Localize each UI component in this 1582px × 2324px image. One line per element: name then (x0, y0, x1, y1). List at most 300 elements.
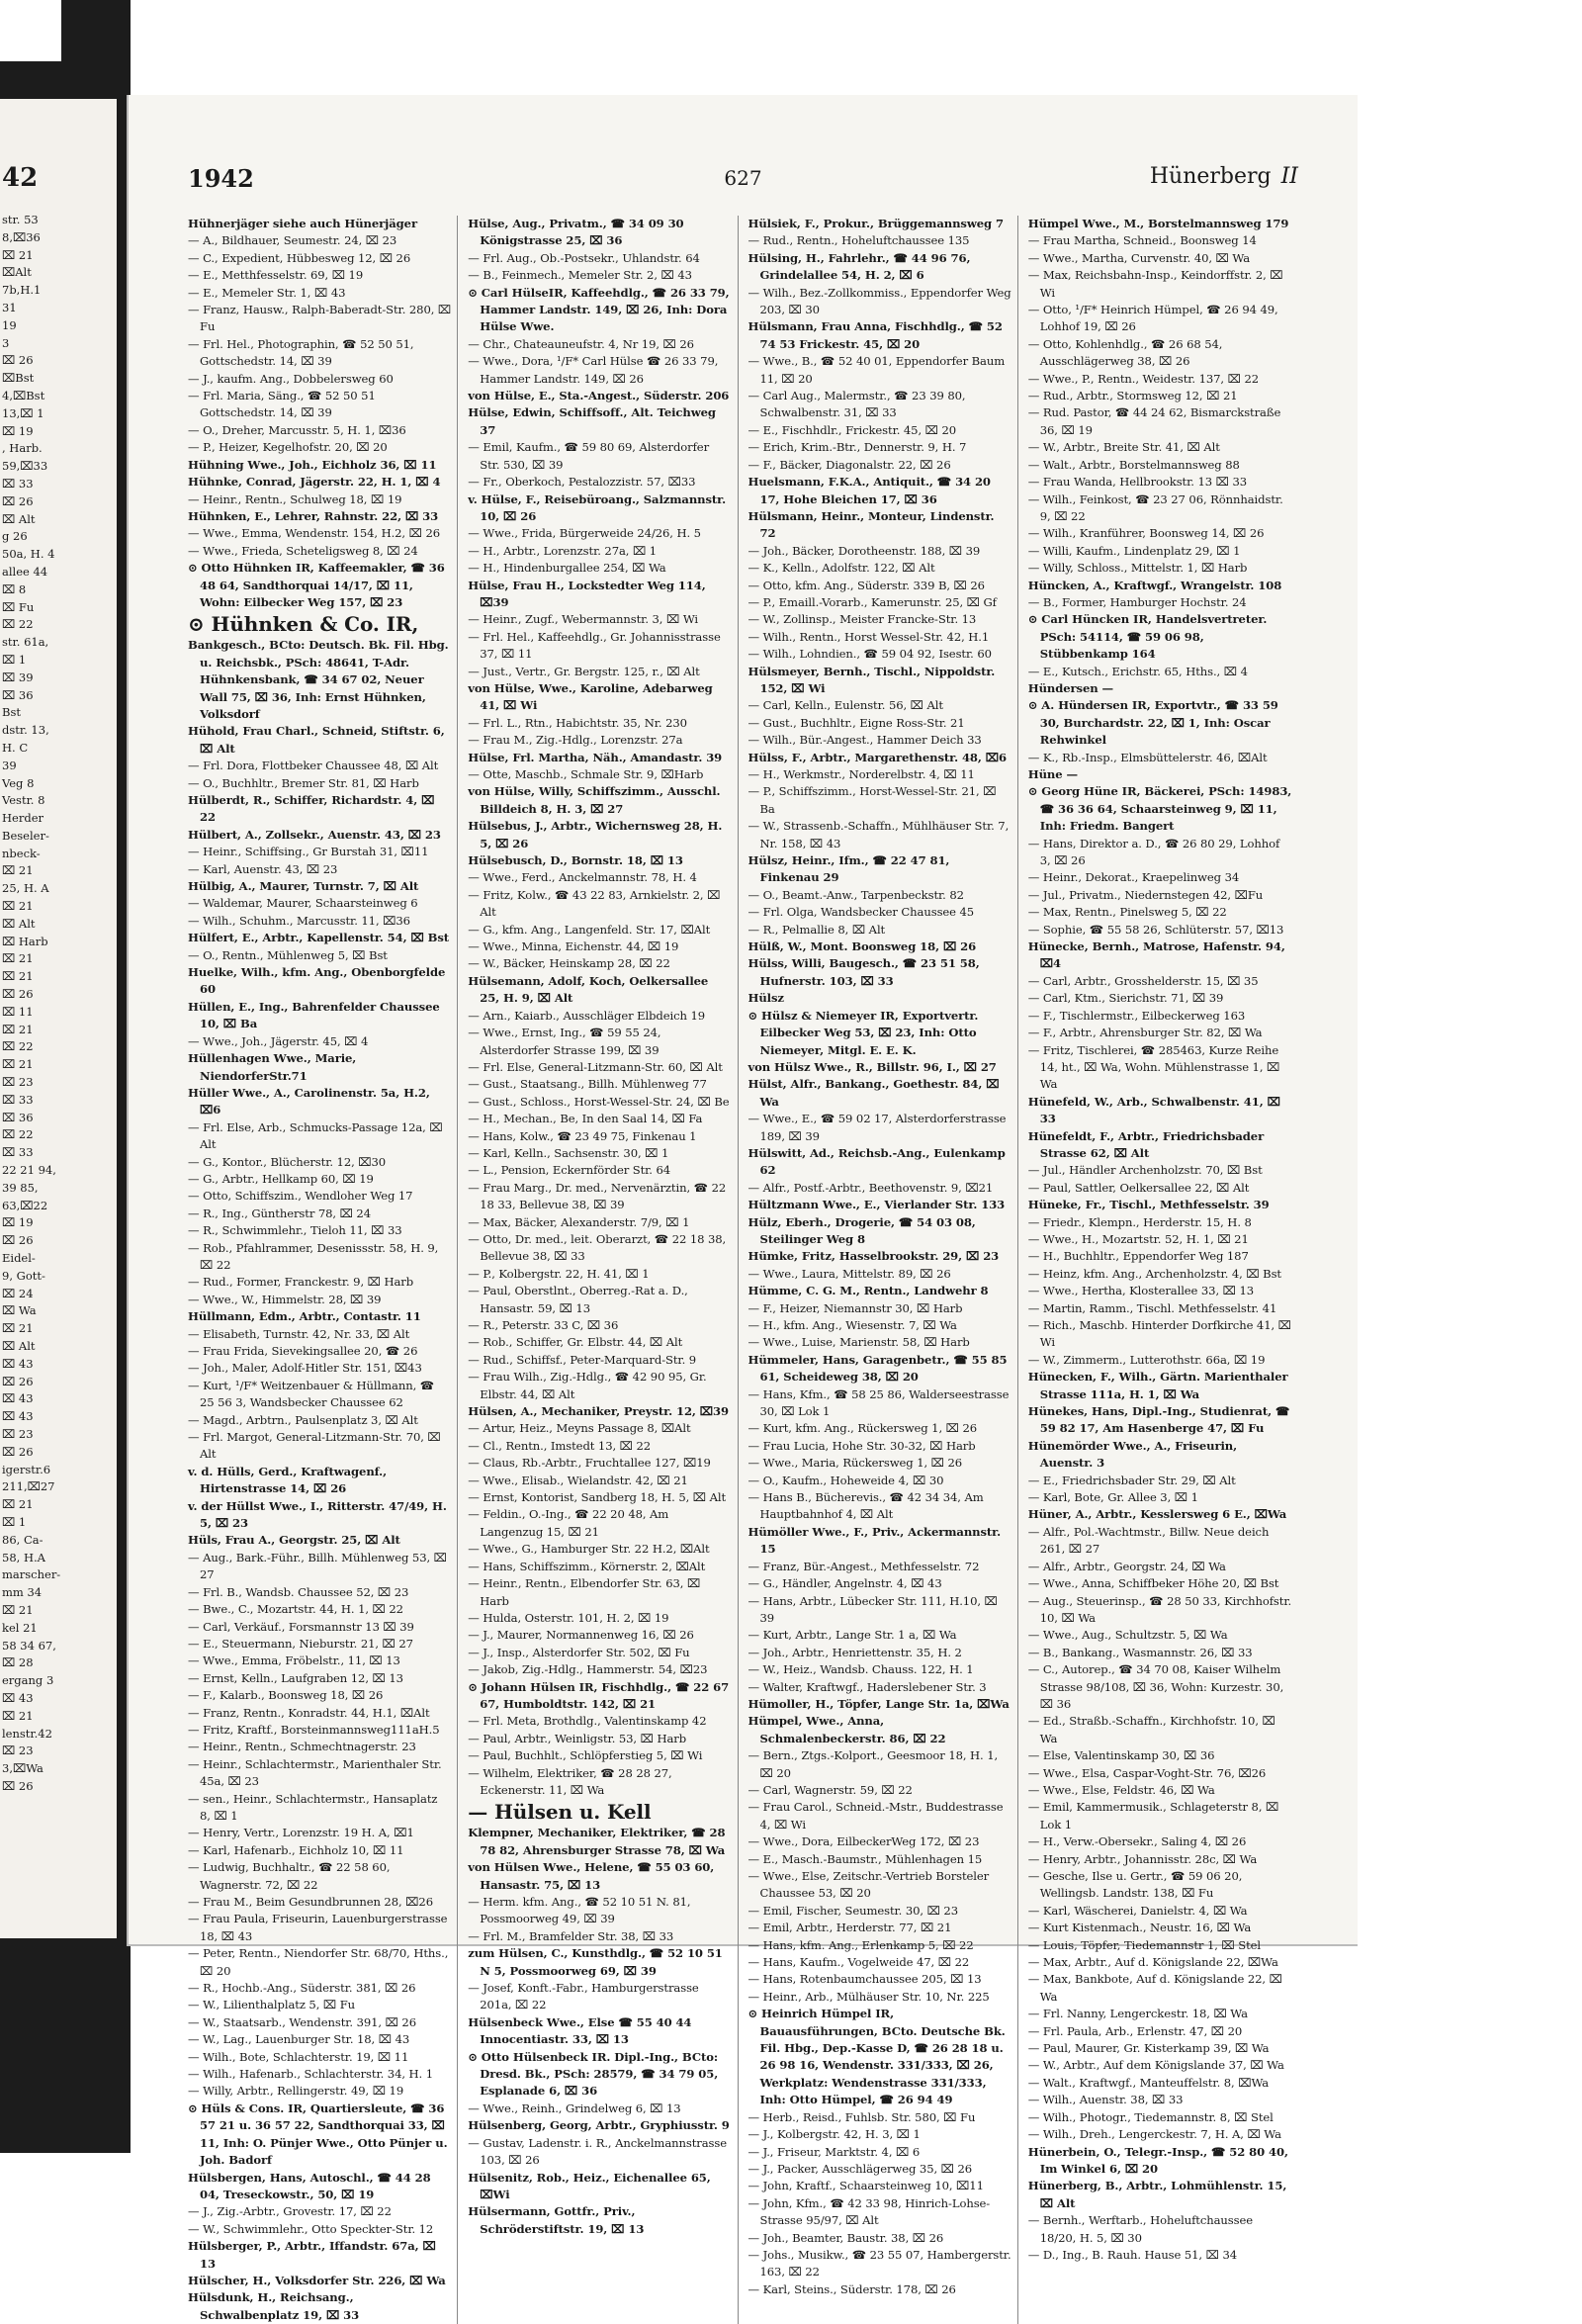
directory-entry: — Willi, Kaufm., Lindenplatz 29, ⌧ 1 (1027, 543, 1241, 558)
directory-entry: — Frau Wanda, Hellbrookstr. 13 ⌧ 33 (1027, 475, 1247, 490)
directory-entry: — W., Zollinsp., Meister Francke-Str. 13 (747, 612, 977, 627)
directory-entry: — Kurt, kfm. Ang., Rückersweg 1, ⌧ 26 (747, 1421, 978, 1436)
directory-entry: Hünemörder Wwe., A., Friseurin, Auenstr. 3 (1027, 1438, 1238, 1471)
directory-entry: Hülsen, A., Mechaniker, Preystr. 12, ⌧39 (468, 1404, 729, 1419)
directory-entry: — Feldin., O.-Ing., ☎ 22 20 48, Am Langenzug 15, ⌧ 21 (468, 1507, 669, 1539)
previous-page-line: marscher- (2, 1567, 61, 1582)
directory-entry: — Frl. Hel., Photographin, ☎ 52 50 51, Gottschedstr. 14, ⌧ 39 (188, 336, 414, 369)
directory-entry: Hülse, Aug., Privatm., ☎ 34 09 30 Königstrasse 25, ⌧ 36 (468, 217, 684, 248)
directory-entry: — Martin, Ramm., Tischl. Methfesselstr. 41 (1027, 1300, 1277, 1315)
directory-entry: — Alfr., Arbtr., Georgstr. 24, ⌧ Wa (1027, 1559, 1226, 1573)
directory-entry: — Johs., Musikw., ☎ 23 55 07, Hambergerstr. 163, ⌧ 22 (747, 2247, 1011, 2279)
directory-entry: — Hans, Kolw., ☎ 23 49 75, Finkenau 1 (468, 1128, 697, 1143)
previous-page-line: ⌧ 36 (2, 687, 34, 702)
previous-page-line: Bst (2, 705, 21, 720)
directory-entry: — Heinr., Rentn., Schmechtnagerstr. 23 (188, 1740, 416, 1754)
directory-entry: — W., Heiz., Wandsb. Chauss. 122, H. 1 (747, 1662, 974, 1677)
directory-entry: — Waldemar, Maurer, Schaarsteinweg 6 (188, 896, 418, 911)
directory-entry: — Frl. Else, Arb., Schmucks-Passage 12a, ⌧ Alt (188, 1119, 443, 1152)
directory-entry: — Fritz, Kolw., ☎ 43 22 83, Arnkielstr. 2, ⌧ Alt (468, 887, 721, 920)
directory-entry: Hülsenberg, Georg, Arbtr., Gryphiusstr. 9 (468, 2118, 730, 2133)
directory-entry: Hülswitt, Ad., Reichsb.-Ang., Eulenkamp 62 (747, 1145, 1006, 1178)
directory-entry: ⊙ Hühnken & Co. IR, (188, 612, 419, 637)
previous-page-line: mm 34 (2, 1585, 43, 1600)
directory-entry: — Wwe., Minna, Eichenstr. 44, ⌧ 19 (468, 939, 679, 954)
directory-entry: Huelsmann, F.K.A., Antiquit., ☎ 34 20 17, Hohe Bleichen 17, ⌧ 36 (747, 475, 991, 506)
directory-entry: — W., Zimmerm., Lutterothstr. 66a, ⌧ 19 (1027, 1352, 1266, 1367)
directory-entry: Hünekes, Hans, Dipl.-Ing., Studienrat, ☎ 59 82 17, Am Hasenberge 47, ⌧ Fu (1027, 1404, 1290, 1436)
directory-entry: — Carl, Verkäuf., Forsmannstr 13 ⌧ 39 (188, 1619, 414, 1634)
directory-entry: — H., Verw.-Obersekr., Saling 4, ⌧ 26 (1027, 1834, 1247, 1849)
directory-entry: Hünecken, F., Wilh., Gärtn. Marienthaler Strasse 111a, H. 1, ⌧ Wa (1027, 1370, 1288, 1401)
previous-page-line: 3,⌧Wa (2, 1761, 44, 1776)
directory-entry: — John, Kraftf., Schaarsteinweg 10, ⌧11 (747, 2179, 984, 2193)
previous-page-line: ⌧ 33 (2, 476, 34, 491)
directory-entry: — Wwe., Elsa, Caspar-Voght-Str. 76, ⌧26 (1027, 1765, 1267, 1780)
directory-entry: — Rob., Schiffer, Gr. Elbstr. 44, ⌧ Alt (468, 1335, 683, 1350)
directory-entry: — F., Tischlermstr., Eilbeckerweg 163 (1027, 1008, 1246, 1023)
directory-entry: Hülss, F., Arbtr., Margarethenstr. 48, ⌧6 (747, 750, 1007, 764)
directory-entry: Hüls, Frau A., Georgstr. 25, ⌧ Alt (188, 1533, 400, 1548)
directory-entry: — Hans B., Bücherevis., ☎ 42 34 34, Am Hauptbahnhof 4, ⌧ Alt (747, 1490, 984, 1522)
previous-page-line: Vestr. 8 (2, 793, 45, 808)
previous-page-line: 25, H. A (2, 881, 49, 896)
directory-entry: — Hans, Kaufm., Vogelweide 47, ⌧ 22 (747, 1955, 970, 1970)
directory-entry: — Frl. Else, General-Litzmann-Str. 60, ⌧ Alt (468, 1059, 723, 1074)
directory-entry: — Kurt, Arbtr., Lange Str. 1 a, ⌧ Wa (747, 1628, 957, 1643)
directory-entry: — Wwe., Ernst, Ing., ☎ 59 55 24, Alsterdorfer Strasse 199, ⌧ 39 (468, 1026, 661, 1057)
directory-entry: — Karl, Bote, Gr. Allee 3, ⌧ 1 (1027, 1490, 1198, 1505)
directory-entry: von Hülse, Willy, Schiffszimm., Ausschl. Billdeich 8, H. 3, ⌧ 27 (468, 784, 721, 816)
directory-entry: — Hans, Schiffszimm., Körnerstr. 2, ⌧Alt (468, 1559, 706, 1573)
directory-entry: — Walt., Arbtr., Borstelmannsweg 88 (1027, 457, 1240, 472)
directory-entry: — Wwe., Ferd., Anckelmannstr. 78, H. 4 (468, 870, 697, 885)
directory-entry: Klempner, Mechaniker, Elektriker, ☎ 28 78 82, Ahrensburger Strasse 78, ⌧ Wa (468, 1826, 726, 1857)
directory-entry: — Jul., Händler Archenholzstr. 70, ⌧ Bst (1027, 1163, 1263, 1178)
directory-entry: — C., Expedient, Hübbesweg 12, ⌧ 26 (188, 250, 411, 265)
directory-entry: — Carl, Arbtr., Grosshelderstr. 15, ⌧ 35 (1027, 973, 1259, 988)
previous-page-line: 59,⌧33 (2, 459, 48, 474)
directory-entry: — Alfr., Postf.-Arbtr., Beethovenstr. 9, ⌧21 (747, 1180, 994, 1195)
previous-page-line: ⌧ 19 (2, 423, 34, 438)
directory-entry: — Frau Wilh., Zig.-Hdlg., ☎ 42 90 95, Gr. Elbstr. 44, ⌧ Alt (468, 1370, 707, 1401)
directory-entry: — Paul, Oberstlnt., Oberreg.-Rat a. D., Hansastr. 59, ⌧ 13 (468, 1284, 688, 1315)
directory-entry: — Frl. Dora, Flottbeker Chaussee 48, ⌧ Alt (188, 759, 439, 773)
directory-entry: Hülss, Willi, Baugesch., ☎ 23 51 58, Hufnerstr. 103, ⌧ 33 (747, 956, 980, 988)
directory-entry: — Gust., Staatsang., Billh. Mühlenweg 77 (468, 1077, 707, 1092)
directory-entry: — J., Friseur, Marktstr. 4, ⌧ 6 (747, 2144, 921, 2159)
directory-entry: Hülfert, E., Arbtr., Kapellenstr. 54, ⌧ Bst (188, 931, 450, 945)
directory-column-2 (468, 216, 738, 2324)
directory-entry: — Paul, Arbtr., Weinligstr. 53, ⌧ Harb (468, 1731, 687, 1745)
directory-entry: — Claus, Rb.-Arbtr., Fruchtallee 127, ⌧19 (468, 1456, 711, 1471)
previous-page-line: ⌧ 21 (2, 1602, 34, 1617)
directory-entry: Hülsiek, F., Prokur., Brüggemannsweg 7 (747, 217, 1004, 230)
directory-entry: Hümpel, Wwe., Anna, Schmalenbeckerstr. 86, ⌧ 22 (747, 1714, 946, 1745)
directory-entry: — Magd., Arbtrn., Paulsenplatz 3, ⌧ Alt (188, 1412, 418, 1427)
directory-entry: — Just., Vertr., Gr. Bergstr. 125, r., ⌧ Alt (468, 664, 700, 678)
directory-entry: — P., Emaill.-Vorarb., Kamerunstr. 25, ⌧ Gf (747, 594, 997, 609)
directory-entry: — Wwe., Else, Zeitschr.-Vertrieb Borsteler Chaussee 53, ⌧ 20 (747, 1869, 990, 1901)
directory-entry: — Wilh., Photogr., Tiedemannstr. 8, ⌧ Stel (1027, 2109, 1274, 2124)
previous-page-line: ⌧ 43 (2, 1356, 34, 1371)
directory-entry: — Wilh., Bote, Schlachterstr. 19, ⌧ 11 (188, 2049, 409, 2064)
directory-entry: ⊙ Otto Hülsenbeck IR. Dipl.-Ing., BCto: Dresd. Bk., PSch: 28579, ☎ 34 79 05, Esplanade 6, ⌧ 36 (468, 2049, 719, 2099)
directory-entry: — B., Bankang., Wasmannstr. 26, ⌧ 33 (1027, 1645, 1253, 1659)
directory-entry: — Hans, Kfm., ☎ 58 25 86, Walderseestrasse 30, ⌧ Lok 1 (747, 1386, 1010, 1419)
directory-entry: — Hans, Rotenbaumchaussee 205, ⌧ 13 (747, 1972, 982, 1987)
previous-page-line: Veg 8 (2, 775, 35, 790)
directory-entry: Hülsmann, Heinr., Monteur, Lindenstr. 72 (747, 508, 995, 541)
directory-entry: — Heinz, kfm. Ang., Archenholzstr. 4, ⌧ Bst (1027, 1266, 1281, 1281)
directory-entry: ⊙ A. Hündersen IR, Exportvtr., ☎ 33 59 30, Burchardstr. 22, ⌧ 1, Inh: Oscar Rehwinkel (1027, 698, 1278, 748)
previous-page-line: Herder (2, 811, 44, 826)
previous-page-line: 58, H.A (2, 1550, 45, 1564)
directory-entry: Hülsberger, P., Arbtr., Iffandstr. 67a, ⌧ 13 (188, 2239, 436, 2271)
directory-entry: — Frl. Paula, Arb., Erlenstr. 47, ⌧ 20 (1027, 2023, 1243, 2038)
directory-entry: — P., Schiffszimm., Horst-Wessel-Str. 21, ⌧ Ba (747, 784, 997, 816)
directory-entry: — R., Schwimmlehr., Tieloh 11, ⌧ 33 (188, 1223, 402, 1238)
directory-entry: — Otte, Maschb., Schmale Str. 9, ⌧Harb (468, 767, 704, 781)
directory-entry: Hülse, Edwin, Schiffsoff., Alt. Teichweg 37 (468, 405, 716, 437)
directory-entry: — Heinr., Dekorat., Kraepelinweg 34 (1027, 870, 1240, 885)
directory-entry: — K., Kelln., Adolfstr. 122, ⌧ Alt (747, 561, 935, 576)
directory-entry: — Aug., Steuerinsp., ☎ 28 50 33, Kirchhofstr. 10, ⌧ Wa (1027, 1593, 1292, 1625)
directory-entry: Hülsenbeck Wwe., Else ☎ 55 40 44 Innocentiastr. 33, ⌧ 13 (468, 2014, 692, 2047)
previous-page-line: ⌧ 43 (2, 1409, 34, 1424)
directory-entry: — Emil, Kammermusik., Schlageterstr 8, ⌧ Lok 1 (1027, 1800, 1279, 1832)
directory-entry: ⊙ Hülsz & Niemeyer IR, Exportvertr. Eilbecker Weg 53, ⌧ 23, Inh: Otto Niemeyer, Mitgl. E. E. K. (747, 1008, 979, 1057)
directory-entry: — Willy, Arbtr., Rellingerstr. 49, ⌧ 19 (188, 2084, 404, 2099)
directory-entry: — P., Heizer, Kegelhofstr. 20, ⌧ 20 (188, 440, 388, 455)
directory-entry: — Rud. Pastor, ☎ 44 24 62, Bismarckstraße 36, ⌧ 19 (1027, 405, 1281, 437)
directory-entry: — Hans, Direktor a. D., ☎ 26 80 29, Lohhof 3, ⌧ 26 (1027, 836, 1280, 868)
directory-entry: Hülsmann, Frau Anna, Fischhdlg., ☎ 52 74 53 Frickestr. 45, ⌧ 20 (747, 319, 1003, 351)
directory-entry: — A., Bildhauer, Seumestr. 24, ⌧ 23 (188, 233, 397, 248)
previous-page-line: H. C (2, 740, 29, 755)
directory-entry: — C., Autorep., ☎ 34 70 08, Kaiser Wilhelm Strasse 98/108, ⌧ 36, Wohn: Kurzestr. 30, ⌧ 36 (1027, 1662, 1284, 1711)
directory-entry: Hülz, Eberh., Drogerie, ☎ 54 03 08, Steilinger Weg 8 (747, 1214, 976, 1246)
page-year: 1942 (188, 164, 254, 193)
directory-entry: — J., Maurer, Normannenweg 16, ⌧ 26 (468, 1628, 694, 1643)
previous-page-line: ⌧ Alt (2, 1339, 36, 1353)
directory-entry: — Carl, Wagnerstr. 59, ⌧ 22 (747, 1782, 913, 1797)
previous-page-line: ⌧ 23 (2, 1075, 34, 1090)
directory-entry: ⊙ Georg Hüne IR, Bäckerei, PSch: 14983, ☎ 36 36 64, Schaarsteinweg 9, ⌧ 11, Inh: Friedm. Bangert (1027, 784, 1292, 834)
previous-page-line: 39 85, (2, 1180, 39, 1195)
directory-entry: — W., Arbtr., Auf dem Königslande 37, ⌧ Wa (1027, 2058, 1284, 2073)
directory-entry: — J., Kolbergstr. 42, H. 3, ⌧ 1 (747, 2127, 921, 2142)
running-head (1150, 164, 1298, 189)
directory-entry: — E., Kutsch., Erichstr. 65, Hths., ⌧ 4 (1027, 664, 1248, 678)
directory-entry: ⊙ Otto Hühnken IR, Kaffeemakler, ☎ 36 48 64, Sandthorquai 14/17, ⌧ 11, Wohn: Eilbecker Weg 157, ⌧ 23 (188, 561, 445, 609)
directory-entry: — Carl Aug., Malermstr., ☎ 23 39 80, Schwalbenstr. 31, ⌧ 33 (747, 389, 966, 420)
directory-entry: — O., Dreher, Marcusstr. 5, H. 1, ⌧36 (188, 422, 406, 437)
previous-page-line: 19 (2, 317, 17, 332)
directory-entry: — Hülsen u. Kell (468, 1800, 652, 1825)
directory-entry: — Wwe., E., ☎ 59 02 17, Alsterdorferstrasse 189, ⌧ 39 (747, 1112, 1007, 1143)
directory-entry: — H., kfm. Ang., Wiesenstr. 7, ⌧ Wa (747, 1318, 957, 1332)
directory-entry: — R., Pelmallie 8, ⌧ Alt (747, 922, 886, 937)
directory-entry: — Wilhelm, Elektriker, ☎ 28 28 27, Eckenerstr. 11, ⌧ Wa (468, 1765, 672, 1797)
previous-page-line: ⌧ Fu (2, 599, 35, 614)
directory-entry: — Louis, Töpfer, Tiedemannstr 1, ⌧ Stel (1027, 1937, 1262, 1952)
directory-entry: — Bern., Ztgs.-Kolport., Geesmoor 18, H. 1, ⌧ 20 (747, 1748, 999, 1780)
directory-entry: Hülberdt, R., Schiffer, Richardstr. 4, ⌧ 22 (188, 793, 435, 825)
directory-entry: — Bwe., C., Mozartstr. 44, H. 1, ⌧ 22 (188, 1602, 403, 1617)
directory-entry: Hühnke, Conrad, Jägerstr. 22, H. 1, ⌧ 4 (188, 475, 441, 490)
directory-entry: — Frl. Hel., Kaffeehdlg., Gr. Johannisstrasse 37, ⌧ 11 (468, 629, 721, 662)
directory-entry: — sen., Heinr., Schlachtermstr., Hansaplatz 8, ⌧ 1 (188, 1791, 438, 1823)
directory-entry: — J., Insp., Alsterdorfer Str. 502, ⌧ Fu (468, 1645, 690, 1659)
previous-page-line: ⌧ 21 (2, 1022, 34, 1036)
directory-entry: — W., Arbtr., Breite Str. 41, ⌧ Alt (1027, 440, 1220, 455)
directory-entry: — Wwe., Anna, Schiffbeker Höhe 20, ⌧ Bst (1027, 1576, 1279, 1591)
previous-page-line: ⌧ 23 (2, 1743, 34, 1758)
previous-page-line: ⌧ 26 (2, 1374, 34, 1388)
directory-entry: — Wwe., Luise, Marienstr. 58, ⌧ Harb (747, 1335, 970, 1350)
directory-entry: Hünecke, Bernh., Matrose, Hafenstr. 94, ⌧4 (1027, 939, 1285, 971)
directory-entry: — Karl, Auenstr. 43, ⌧ 23 (188, 861, 338, 876)
directory-entry: Hülsz, Heinr., Ifm., ☎ 22 47 81, Finkenau 29 (747, 853, 950, 885)
directory-entry: — F., Kalarb., Boonsweg 18, ⌧ 26 (188, 1688, 384, 1703)
directory-entry: — Herm. kfm. Ang., ☎ 52 10 51 N. 81, Possmoorweg 49, ⌧ 39 (468, 1895, 691, 1926)
directory-entry: Hümke, Fritz, Hasselbrookstr. 29, ⌧ 23 (747, 1249, 1000, 1264)
directory-entry: — H., Arbtr., Lorenzstr. 27a, ⌧ 1 (468, 543, 658, 558)
directory-entry: — O., Beamt.-Anw., Tarpenbeckstr. 82 (747, 887, 964, 902)
directory-column-1 (188, 216, 458, 2324)
directory-entry: Hühnerjäger siehe auch Hünerjäger (188, 217, 417, 230)
directory-entry: — Frau Frida, Sievekingsallee 20, ☎ 26 (188, 1344, 418, 1358)
directory-entry: Hülsemann, Adolf, Koch, Oelkersallee 25, H. 9, ⌧ Alt (468, 973, 709, 1006)
directory-entry: — Heinr., Rentn., Schulweg 18, ⌧ 19 (188, 492, 402, 506)
directory-entry: — Wilh., Feinkost, ☎ 23 27 06, Rönnhaidstr. 9, ⌧ 22 (1027, 492, 1283, 523)
directory-entry: — L., Pension, Eckernförder Str. 64 (468, 1163, 671, 1178)
previous-page-line: ⌧ 22 (2, 617, 34, 632)
directory-entry: — John, Kfm., ☎ 42 33 98, Hinrich-Lohse-Strasse 95/97, ⌧ Alt (747, 2195, 991, 2228)
directory-entry: — Karl, Hafenarb., Eichholz 10, ⌧ 11 (188, 1842, 404, 1857)
directory-entry: — E., Memeler Str. 1, ⌧ 43 (188, 285, 346, 300)
directory-entry: — Wwe., B., ☎ 52 40 01, Eppendorfer Baum 11, ⌧ 20 (747, 354, 1006, 386)
directory-entry: — W., Lilienthalplatz 5, ⌧ Fu (188, 1998, 356, 2012)
directory-entry: — H., Buchhltr., Eppendorfer Weg 187 (1027, 1249, 1249, 1264)
directory-entry: — Heinr., Zugf., Webermannstr. 3, ⌧ Wi (468, 612, 699, 627)
directory-entry: — Frl. Nanny, Lengerckestr. 18, ⌧ Wa (1027, 2007, 1248, 2021)
previous-page-line: 7b,H.1 (2, 283, 42, 298)
directory-entry: Hülscher, H., Volksdorfer Str. 226, ⌧ Wa (188, 2273, 446, 2287)
directory-entry: — Wilh., Bez.-Zollkommiss., Eppendorfer Weg 203, ⌧ 30 (747, 285, 1011, 317)
directory-entry: Hülsz (747, 991, 784, 1006)
directory-entry: — Frl. M., Bramfelder Str. 38, ⌧ 33 (468, 1928, 674, 1943)
directory-entry: — Wwe., Elisab., Wielandstr. 42, ⌧ 21 (468, 1473, 688, 1487)
directory-entry: Hümöller Wwe., F., Priv., Ackermannstr. 15 (747, 1524, 1002, 1557)
directory-entry: — W., Bäcker, Heinskamp 28, ⌧ 22 (468, 956, 670, 971)
directory-entry: Hüller Wwe., A., Carolinenstr. 5a, H.2, ⌧6 (188, 1085, 430, 1117)
directory-entry: — J., kaufm. Ang., Dobbelersweg 60 (188, 371, 394, 386)
previous-page-line: dstr. 13, (2, 723, 49, 738)
directory-entry: — W., Lag., Lauenburger Str. 18, ⌧ 43 (188, 2032, 410, 2047)
directory-entry: — Wilh., Lohndien., ☎ 59 04 92, Isestr. 60 (747, 647, 992, 662)
previous-page-line: 4,⌧Bst (2, 388, 45, 402)
directory-entry: — Cl., Rentn., Imstedt 13, ⌧ 22 (468, 1438, 652, 1453)
directory-entry: — Herb., Reisd., Fuhlsb. Str. 580, ⌧ Fu (747, 2109, 976, 2124)
previous-page-line: ⌧ 26 (2, 1444, 34, 1459)
page-header (188, 164, 1298, 204)
directory-entry: — Rud., Former, Franckestr. 9, ⌧ Harb (188, 1275, 414, 1290)
directory-entry: — Max, Rentn., Pinelsweg 5, ⌧ 22 (1027, 905, 1227, 920)
directory-entry: — Wwe., Martha, Curvenstr. 40, ⌧ Wa (1027, 250, 1251, 265)
previous-page-line: 8,⌧36 (2, 229, 41, 244)
directory-entry: — Paul, Sattler, Oelkersallee 22, ⌧ Alt (1027, 1180, 1250, 1195)
directory-entry: — Joh., Bäcker, Dorotheenstr. 188, ⌧ 39 (747, 543, 981, 558)
directory-entry: — G., Händler, Angelnstr. 4, ⌧ 43 (747, 1576, 942, 1591)
directory-entry: — H., Werkmstr., Norderelbstr. 4, ⌧ 11 (747, 767, 975, 781)
previous-page-line: ⌧ 26 (2, 987, 34, 1002)
directory-entry: v. der Hüllst Wwe., I., Ritterstr. 47/49, H. 5, ⌧ 23 (188, 1498, 447, 1531)
directory-entry: — Fritz, Tischlerei, ☎ 285463, Kurze Reihe 14, ht., ⌧ Wa, Wohn. Mühlenstrasse 1, ⌧ Wa (1027, 1042, 1280, 1092)
directory-entry: — P., Kolbergstr. 22, H. 41, ⌧ 1 (468, 1266, 650, 1281)
directory-entry: — Josef, Konft.-Fabr., Hamburgerstrasse 201a, ⌧ 22 (468, 1981, 699, 2012)
directory-entry: — R., Ing., Güntherstr 78, ⌧ 24 (188, 1206, 371, 1220)
directory-entry: — Wwe., Dora, EilbeckerWeg 172, ⌧ 23 (747, 1834, 980, 1849)
directory-entry: — Frl. Maria, Säng., ☎ 52 50 51 Gottschedstr. 14, ⌧ 39 (188, 389, 376, 420)
directory-entry: — Henry, Vertr., Lorenzstr. 19 H. A, ⌧1 (188, 1826, 414, 1840)
directory-entry: — Max, Reichsbahn-Insp., Keindorffstr. 2, ⌧ Wi (1027, 268, 1283, 300)
previous-page-line: igerstr.6 (2, 1462, 51, 1476)
directory-entry: Hülsmeyer, Bernh., Tischl., Nippoldstr. 152, ⌧ Wi (747, 664, 996, 695)
directory-entry: — Joh., Arbtr., Henriettenstr. 35, H. 2 (747, 1645, 962, 1659)
directory-entry: von Hülse, Wwe., Karoline, Adebarweg 41, ⌧ Wi (468, 680, 713, 713)
previous-page-line: ⌧ Alt (2, 511, 36, 526)
directory-entry: Hülsebusch, D., Bornstr. 18, ⌧ 13 (468, 853, 683, 868)
directory-entry: — H., Mechan., Be, In den Saal 14, ⌧ Fa (468, 1112, 703, 1126)
previous-page-line: ⌧ 21 (2, 247, 34, 262)
directory-entry: — Aug., Bark.-Führ., Billh. Mühlenweg 53, ⌧ 27 (188, 1550, 447, 1582)
previous-page-line: Eidel- (2, 1251, 36, 1266)
directory-entry: Hüllenhagen Wwe., Marie, NiendorferStr.71 (188, 1051, 357, 1083)
directory-entry: — Ludwig, Buchhaltr., ☎ 22 58 60, Wagnerstr. 72, ⌧ 22 (188, 1860, 391, 1892)
directory-entry: — Gesche, Ilse u. Gertr., ☎ 59 06 20, Wellingsb. Landstr. 138, ⌧ Fu (1027, 1869, 1243, 1901)
directory-entry: — Joh., Beamter, Baustr. 38, ⌧ 26 (747, 2230, 944, 2245)
previous-page-line: ⌧ Harb (2, 934, 48, 948)
directory-entry: — O., Buchhltr., Bremer Str. 81, ⌧ Harb (188, 775, 419, 790)
directory-entry: — H., Hindenburgallee 254, ⌧ Wa (468, 561, 666, 576)
directory-entry: — Peter, Rentn., Niendorfer Str. 68/70, Hths., ⌧ 20 (188, 1946, 449, 1978)
directory-entry: — Wwe., Frieda, Scheteligsweg 8, ⌧ 24 (188, 543, 418, 558)
previous-page-line: ⌧ 23 (2, 1426, 34, 1441)
previous-page-line: ⌧ 11 (2, 1004, 34, 1019)
directory-entry: — Wwe., Joh., Jägerstr. 45, ⌧ 4 (188, 1033, 369, 1048)
directory-entry: — Hulda, Osterstr. 101, H. 2, ⌧ 19 (468, 1610, 669, 1625)
running-head-section: II (1280, 164, 1298, 189)
directory-entry: — Wilh., Dreh., Lengerckestr. 7, H. A, ⌧ Wa (1027, 2127, 1281, 2142)
directory-entry: — Sophie, ☎ 55 58 26, Schlüterstr. 57, ⌧13 (1027, 922, 1284, 937)
previous-page-line: 39 (2, 758, 17, 772)
directory-entry: — J., Packer, Ausschlägerweg 35, ⌧ 26 (747, 2161, 973, 2176)
directory-entry: — Wwe., W., Himmelstr. 28, ⌧ 39 (188, 1292, 382, 1306)
directory-entry: — Gust., Schloss., Horst-Wessel-Str. 24, ⌧ Be (468, 1094, 730, 1109)
directory-entry: Hüne — (1027, 767, 1078, 781)
directory-entry: Hülsenitz, Rob., Heiz., Eichenallee 65, ⌧Wi (468, 2170, 711, 2201)
directory-entry: Hülsing, H., Fahrlehr., ☎ 44 96 76, Grindelallee 54, H. 2, ⌧ 6 (747, 250, 971, 283)
directory-entry: — D., Ing., B. Rauh. Hause 51, ⌧ 34 (1027, 2247, 1238, 2262)
directory-entry: — J., Zig.-Arbtr., Grovestr. 17, ⌧ 22 (188, 2204, 392, 2219)
previous-page-line: 50a, H. 4 (2, 547, 55, 562)
previous-page-line: 13,⌧ 1 (2, 405, 44, 420)
previous-page-line: ⌧ 21 (2, 1057, 34, 1072)
previous-page-line: ⌧ 43 (2, 1391, 34, 1406)
directory-entry: — Frau Carol., Schneid.-Mstr., Buddestrasse 4, ⌧ Wi (747, 1800, 1004, 1832)
directory-entry: Hünefeldt, F., Arbtr., Friedrichsbader Strasse 62, ⌧ Alt (1027, 1128, 1265, 1160)
directory-entry: — Walt., Kraftwgf., Manteuffelstr. 8, ⌧Wa (1027, 2075, 1270, 2090)
directory-entry: Hüncken, A., Kraftwgf., Wrangelstr. 108 (1027, 578, 1282, 592)
directory-entry: Hümmeler, Hans, Garagenbetr., ☎ 55 85 61, Scheideweg 38, ⌧ 20 (747, 1352, 1008, 1385)
directory-entry: — O., Kaufm., Hoheweide 4, ⌧ 30 (747, 1473, 944, 1487)
directory-entry: — E., Fischhdlr., Frickestr. 45, ⌧ 20 (747, 422, 957, 437)
previous-page-line: ⌧ 21 (2, 1321, 34, 1336)
previous-page-line: ⌧ 33 (2, 1092, 34, 1107)
previous-page-line: ⌧ 24 (2, 1286, 34, 1300)
directory-entry: — Max, Bankbote, Auf d. Königslande 22, ⌧ Wa (1027, 1972, 1282, 2004)
previous-page-line: ⌧ 21 (2, 969, 34, 984)
directory-entry: — Carl, Ktm., Sierichstr. 71, ⌧ 39 (1027, 991, 1224, 1006)
directory-entry: — Franz, Rentn., Konradstr. 44, H.1, ⌧Alt (188, 1705, 430, 1720)
directory-entry: — Fr., Oberkoch, Pestalozzistr. 57, ⌧33 (468, 475, 696, 490)
previous-page-line: ⌧ 21 (2, 951, 34, 966)
directory-entry: — Wilh., Kranführer, Boonsweg 14, ⌧ 26 (1027, 526, 1265, 541)
directory-entry: — Ed., Straßb.-Schaffn., Kirchhofstr. 10, ⌧ Wa (1027, 1714, 1275, 1745)
directory-entry: ⊙ Johann Hülsen IR, Fischhdlg., ☎ 22 67 67, Humboldtstr. 142, ⌧ 21 (468, 1679, 730, 1711)
directory-entry: — Wilh., Auenstr. 38, ⌧ 33 (1027, 2093, 1184, 2107)
directory-entry: Hüllmann, Edm., Arbtr., Contastr. 11 (188, 1309, 421, 1324)
directory-entry: Hüneke, Fr., Tischl., Methfesselstr. 39 (1027, 1198, 1270, 1212)
directory-entry: — Otto, Kohlenhdlg., ☎ 26 68 54, Ausschlägerweg 38, ⌧ 26 (1027, 336, 1223, 369)
directory-entry: — Joh., Maler, Adolf-Hitler Str. 151, ⌧43 (188, 1361, 422, 1376)
previous-page-line: 58 34 67, (2, 1638, 56, 1653)
directory-entry: Bankgesch., BCto: Deutsch. Bk. Fil. Hbg. u. Reichsbk., PSch: 48641, T-Adr. Hühnkensbank, ☎ 34 67 02, Neuer Wall 75, ⌧ 36, Inh: Ernst Hühnken, Volksdorf (188, 638, 449, 721)
directory-entry: Hümoller, H., Töpfer, Lange Str. 1a, ⌧Wa (747, 1696, 1010, 1711)
directory-entry: — Frau Lucia, Hohe Str. 30-32, ⌧ Harb (747, 1438, 976, 1453)
directory-entry: — E., Steuermann, Nieburstr. 21, ⌧ 27 (188, 1636, 413, 1651)
directory-entry: zum Hülsen, C., Kunsthdlg., ☎ 52 10 51 N 5, Possmoorweg 69, ⌧ 39 (468, 1946, 723, 1978)
directory-entry: — Max, Bäcker, Alexanderstr. 7/9, ⌧ 1 (468, 1214, 690, 1229)
directory-entry: — Chr., Chateauneufstr. 4, Nr 19, ⌧ 26 (468, 336, 694, 351)
directory-entry: von Hülse, E., Sta.-Angest., Süderstr. 206 (468, 389, 730, 403)
directory-entry: — E., Metthfesselstr. 69, ⌧ 19 (188, 268, 364, 283)
directory-entry: — Wwe., Else, Feldstr. 46, ⌧ Wa (1027, 1782, 1215, 1797)
previous-page-line: 22 21 94, (2, 1163, 56, 1178)
directory-entry: — K., Rb.-Insp., Elmsbüttelerstr. 46, ⌧Alt (1027, 750, 1268, 764)
previous-page-line: str. 61a, (2, 635, 49, 650)
directory-entry: — Walter, Kraftwgf., Haderslebener Str. 3 (747, 1679, 987, 1694)
directory-entry: — W., Staatsarb., Wendenstr. 391, ⌧ 26 (188, 2014, 416, 2029)
directory-entry: — Frl. Aug., Ob.-Postsekr., Uhlandstr. 64 (468, 250, 700, 265)
directory-entry: — Frau Paula, Friseurin, Lauenburgerstrasse 18, ⌧ 43 (188, 1912, 448, 1943)
directory-entry: — Franz, Hausw., Ralph-Baberadt-Str. 280, ⌧ Fu (188, 303, 452, 334)
directory-entry: — Otto, Dr. med., leit. Oberarzt, ☎ 22 18 38, Bellevue 38, ⌧ 33 (468, 1231, 727, 1264)
previous-page-line: lenstr.42 (2, 1726, 52, 1741)
directory-entry: — Arn., Kaiarb., Ausschläger Elbdeich 19 (468, 1008, 705, 1023)
directory-entry: — Frau M., Beim Gesundbrunnen 28, ⌧26 (188, 1895, 433, 1909)
previous-page-line: allee 44 (2, 564, 48, 579)
previous-page-line: 211,⌧27 (2, 1479, 55, 1494)
directory-entry: — Karl, Wäscherei, Danielstr. 4, ⌧ Wa (1027, 1903, 1248, 1918)
directory-entry: — Frau Martha, Schneid., Boonsweg 14 (1027, 233, 1257, 248)
directory-entry: Hümpel Wwe., M., Borstelmannsweg 179 (1027, 217, 1289, 230)
previous-page-line: ⌧ 26 (2, 1233, 34, 1248)
directory-entry: — Ernst, Kontorist, Sandberg 18, H. 5, ⌧ Alt (468, 1490, 727, 1505)
previous-page-line: ⌧ 26 (2, 1778, 34, 1793)
